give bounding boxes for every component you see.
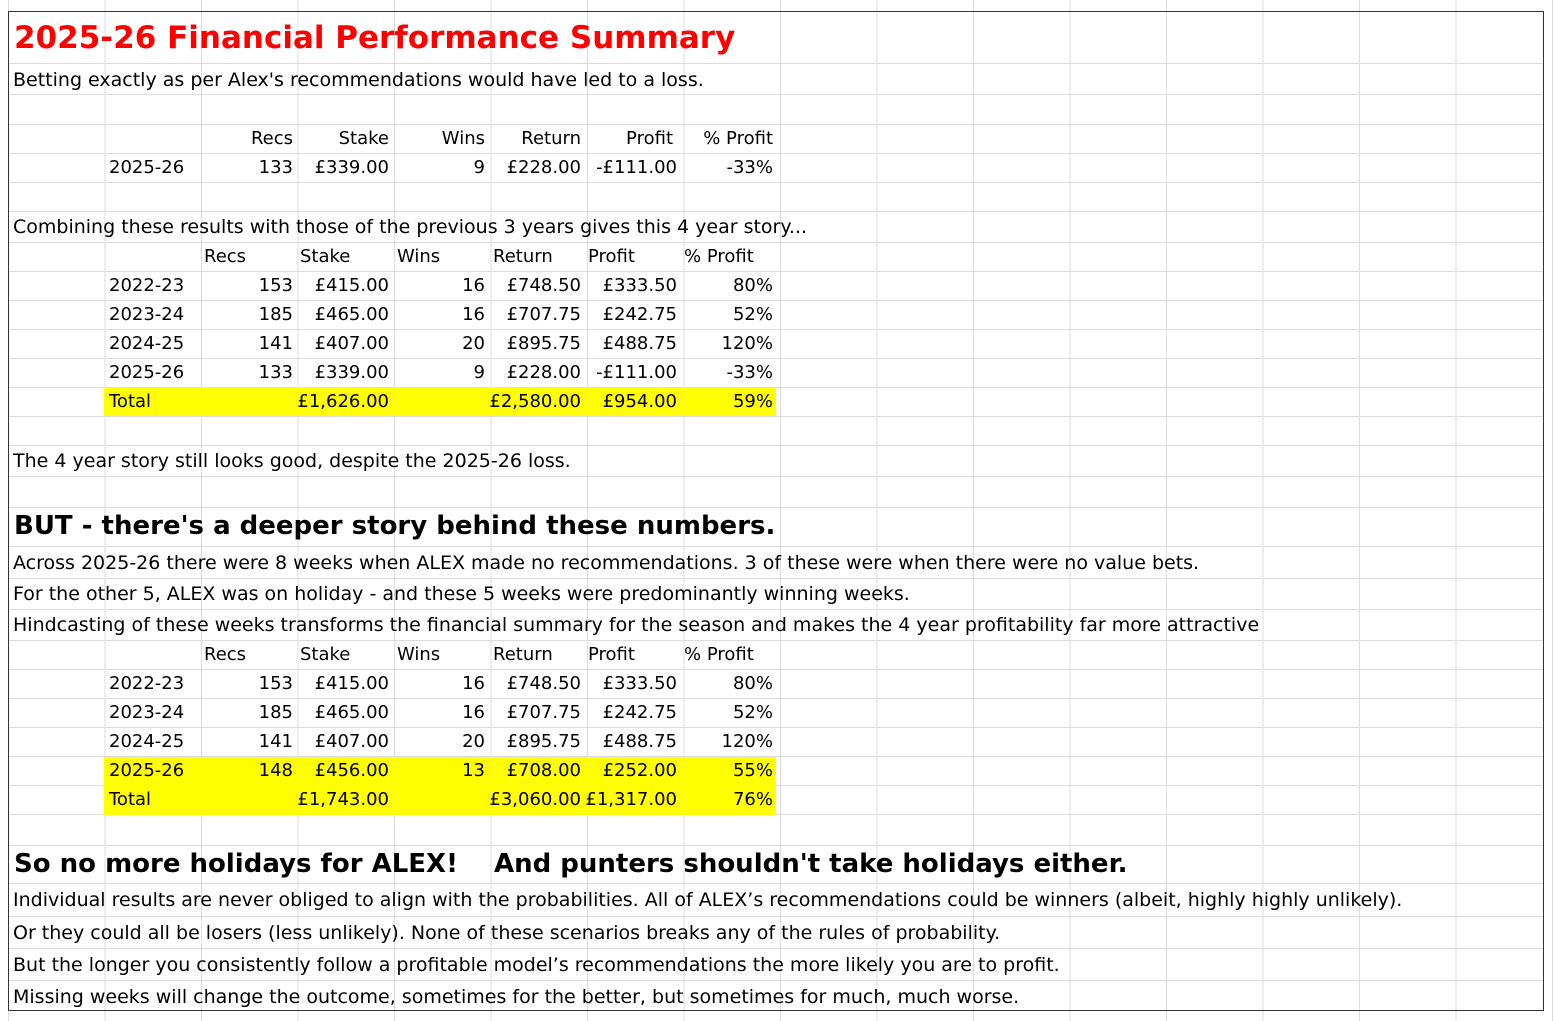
para2-line4: Missing weeks will change the outcome, sometimes for the better, but sometimes for much, much worse. — [13, 986, 1020, 1008]
para1-line1: Across 2025-26 there were 8 weeks when ALEX made no recommendations. 3 of these were when there were no value bets. — [13, 552, 1200, 574]
table-row-cell: -33% — [726, 362, 773, 383]
para1-line3: Hindcasting of these weeks transforms the financial summary for the season and makes the 4 year profitability far more attractive — [13, 614, 1260, 636]
gridline — [8, 578, 1544, 579]
gridline — [8, 669, 1544, 670]
table-row-cell: 153 — [258, 275, 293, 296]
gridline — [8, 845, 1544, 846]
total-row-cell: £954.00 — [602, 391, 677, 412]
table-row-label: 2024-25 — [109, 731, 185, 752]
table-row-cell: £228.00 — [506, 157, 581, 178]
table-row-cell: 120% — [721, 333, 773, 354]
table-row-cell: 133 — [258, 157, 293, 178]
table-row-cell: 9 — [473, 362, 485, 383]
gridline — [8, 416, 1544, 417]
total-row-cell: £1,626.00 — [297, 391, 389, 412]
total-row-cell: 76% — [732, 789, 773, 810]
table-row-cell: £407.00 — [314, 731, 389, 752]
col-header-wins: Wins — [397, 246, 441, 267]
col-header-profit: Profit — [588, 644, 635, 665]
table-row-label: 2025-26 — [109, 760, 185, 781]
table-row-cell: 141 — [258, 333, 293, 354]
table-row-cell: 80% — [732, 275, 773, 296]
gridline — [8, 640, 1544, 641]
table-row-cell: £748.50 — [506, 673, 581, 694]
table-row-cell: £415.00 — [314, 275, 389, 296]
table-row-label: 2023-24 — [109, 702, 185, 723]
holidays-heading: So no more holidays for ALEX! — [14, 849, 458, 879]
col-header-wins: Wins — [397, 644, 441, 665]
col-header-profit: % Profit — [703, 128, 773, 149]
table-row-label: 2022-23 — [109, 673, 185, 694]
table-row-cell: 16 — [462, 702, 485, 723]
gridline — [8, 883, 1544, 884]
col-header-profit: Profit — [626, 128, 673, 149]
table-row-label: 2022-23 — [109, 275, 185, 296]
table-row-label: 2023-24 — [109, 304, 185, 325]
table-row-cell: £242.75 — [602, 304, 677, 325]
col-header-stake: Stake — [338, 128, 389, 149]
col-header-recs: Recs — [204, 246, 247, 267]
table-row-cell: £415.00 — [314, 673, 389, 694]
col-header-profit: Profit — [588, 246, 635, 267]
gridline — [8, 727, 1544, 728]
table-row-cell: 153 — [258, 673, 293, 694]
table-row-label: 2025-26 — [109, 157, 185, 178]
col-header-stake: Stake — [300, 246, 351, 267]
table-row-cell: 185 — [258, 304, 293, 325]
total-row-cell: £3,060.00 — [489, 789, 581, 810]
combine-text: Combining these results with those of the previous 3 years gives this 4 year story... — [13, 216, 808, 238]
table-row-cell: 16 — [462, 304, 485, 325]
col-header-return: Return — [493, 246, 553, 267]
gridline — [8, 124, 1544, 125]
gridline — [8, 948, 1544, 949]
table-row-cell: £228.00 — [506, 362, 581, 383]
gridline — [8, 242, 1544, 243]
total-row-cell: £1,743.00 — [297, 789, 389, 810]
col-header-profit: % Profit — [684, 246, 754, 267]
col-header-profit: % Profit — [684, 644, 754, 665]
table-row-cell: 9 — [473, 157, 485, 178]
table-row-cell: 13 — [462, 760, 485, 781]
table-row-cell: 20 — [462, 731, 485, 752]
table-row-cell: £456.00 — [314, 760, 389, 781]
total-row-cell: £2,580.00 — [489, 391, 581, 412]
punters-heading: And punters shouldn't take holidays either. — [494, 849, 1128, 879]
gridline — [8, 476, 1544, 477]
table-row-cell: 133 — [258, 362, 293, 383]
total-row-label: Total — [109, 789, 152, 810]
table-row-cell: £488.75 — [602, 333, 677, 354]
gridline — [8, 609, 1544, 610]
col-header-return: Return — [493, 644, 553, 665]
total-row-label: Total — [109, 391, 152, 412]
gridline — [8, 153, 1544, 154]
gridline — [8, 698, 1544, 699]
table-row-cell: 16 — [462, 275, 485, 296]
page-title: 2025-26 Financial Performance Summary — [14, 20, 736, 56]
table-row-cell: £339.00 — [314, 362, 389, 383]
but-heading: BUT - there's a deeper story behind these numbers. — [14, 511, 776, 541]
col-header-recs: Recs — [204, 644, 247, 665]
col-header-stake: Stake — [300, 644, 351, 665]
gridline — [8, 980, 1544, 981]
gridline — [8, 916, 1544, 917]
gridline — [8, 507, 1544, 508]
table-row-label: 2025-26 — [109, 362, 185, 383]
table-row-cell: £488.75 — [602, 731, 677, 752]
table-row-cell: £339.00 — [314, 157, 389, 178]
table-row-cell: £708.00 — [506, 760, 581, 781]
gridline — [8, 271, 1544, 272]
gridline — [8, 94, 1544, 95]
gridline — [8, 182, 1544, 183]
table-row-cell: £707.75 — [506, 702, 581, 723]
table-row-cell: -33% — [726, 157, 773, 178]
col-header-wins: Wins — [441, 128, 485, 149]
table-row-cell: £333.50 — [602, 275, 677, 296]
table-row-cell: 52% — [732, 702, 773, 723]
gridline — [8, 358, 1544, 359]
para2-line3: But the longer you consistently follow a profitable model’s recommendations the more likely you are to profit. — [13, 954, 1060, 976]
table-row-cell: £333.50 — [602, 673, 677, 694]
table-row-label: 2024-25 — [109, 333, 185, 354]
gridline — [8, 445, 1544, 446]
table-row-cell: £707.75 — [506, 304, 581, 325]
col-header-recs: Recs — [250, 128, 293, 149]
table-row-cell: 55% — [732, 760, 773, 781]
table-row-cell: £252.00 — [602, 760, 677, 781]
col-header-return: Return — [521, 128, 581, 149]
table-row-cell: 148 — [258, 760, 293, 781]
table-row-cell: 141 — [258, 731, 293, 752]
table-row-cell: 185 — [258, 702, 293, 723]
table-row-cell: £465.00 — [314, 304, 389, 325]
total-row-cell: £1,317.00 — [585, 789, 677, 810]
gridline — [8, 300, 1544, 301]
story-text: The 4 year story still looks good, despite the 2025-26 loss. — [13, 450, 571, 472]
gridline — [8, 63, 1544, 64]
intro-text: Betting exactly as per Alex's recommendations would have led to a loss. — [13, 69, 704, 91]
table-row-cell: -£111.00 — [596, 157, 677, 178]
table-row-cell: 120% — [721, 731, 773, 752]
gridline — [8, 329, 1544, 330]
table-row-cell: £895.75 — [506, 333, 581, 354]
table-row-cell: £465.00 — [314, 702, 389, 723]
para2-line2: Or they could all be losers (less unlikely). None of these scenarios breaks any of the rules of probability. — [13, 922, 1001, 944]
para1-line2: For the other 5, ALEX was on holiday - and these 5 weeks were predominantly winning weeks. — [13, 583, 910, 605]
table-row-cell: £407.00 — [314, 333, 389, 354]
table-row-cell: £895.75 — [506, 731, 581, 752]
table-row-cell: £242.75 — [602, 702, 677, 723]
table-row-cell: -£111.00 — [596, 362, 677, 383]
gridline — [8, 546, 1544, 547]
para2-line1: Individual results are never obliged to align with the probabilities. All of ALEX’s recommendations could be winners (albeit, highly highly unlikely). — [13, 889, 1403, 911]
gridline — [8, 211, 1544, 212]
table-row-cell: 80% — [732, 673, 773, 694]
table-row-cell: 52% — [732, 304, 773, 325]
table-row-cell: 16 — [462, 673, 485, 694]
table-row-cell: 20 — [462, 333, 485, 354]
total-row-cell: 59% — [732, 391, 773, 412]
table-row-cell: £748.50 — [506, 275, 581, 296]
